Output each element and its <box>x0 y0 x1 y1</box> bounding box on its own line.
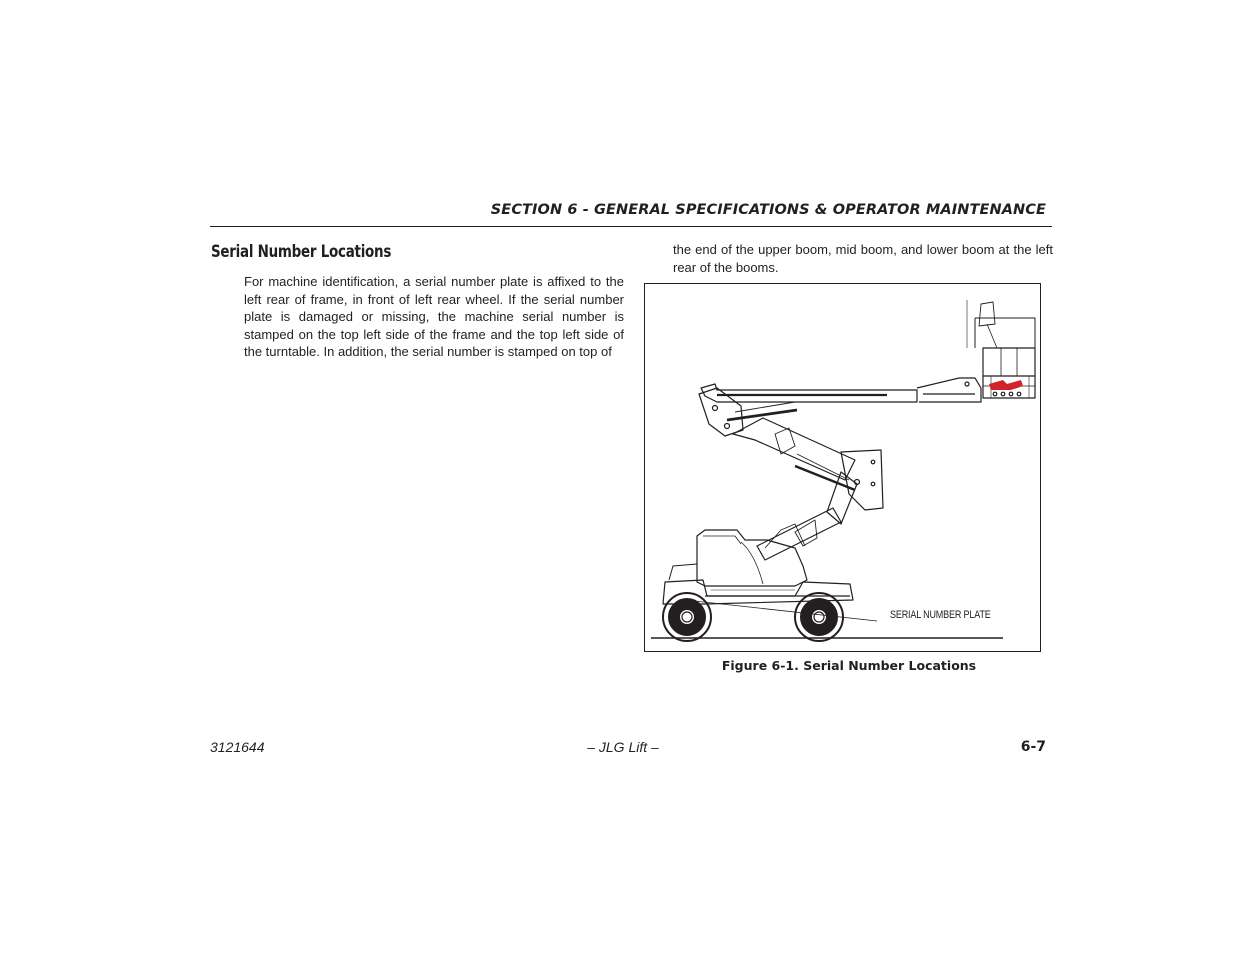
footer-page-number: 6-7 <box>1020 739 1046 755</box>
figure-caption: Figure 6-1. Serial Number Locations <box>721 658 977 673</box>
footer-doc-number: 3121644 <box>210 739 265 755</box>
lower-boom <box>757 508 841 560</box>
body-paragraph-left: For machine identification, a serial number plate is affixed to the left rear of frame, in front of left rear wheel. If the serial number plate is damaged or missing, the machine serial number is stamped on the top left side of the frame and the top left side of the turntable. In addition, the serial number is stamped on top of <box>244 274 624 359</box>
section-heading: Serial Number Locations <box>211 242 392 262</box>
turntable-body <box>697 530 807 586</box>
body-paragraph-right: the end of the upper boom, mid boom, and lower boom at the left rear of the booms. <box>673 242 1053 275</box>
mid-knuckle <box>841 450 883 510</box>
header-rule <box>210 226 1052 227</box>
upper-boom <box>701 384 917 402</box>
jlg-logo <box>989 380 1023 390</box>
callout-leader <box>685 600 877 621</box>
footer-center-text: – JLG Lift – <box>587 739 659 755</box>
mid-boom <box>733 418 855 480</box>
control-console <box>979 302 995 326</box>
section-header: SECTION 6 - GENERAL SPECIFICATIONS & OPERATOR MAINTENANCE <box>490 202 1046 218</box>
figure-serial-number-locations <box>644 283 1041 652</box>
serial-number-plate-label: SERIAL NUMBER PLATE <box>890 609 991 621</box>
boom-fly-jib <box>917 378 981 402</box>
boom-lift-illustration <box>645 284 1042 653</box>
